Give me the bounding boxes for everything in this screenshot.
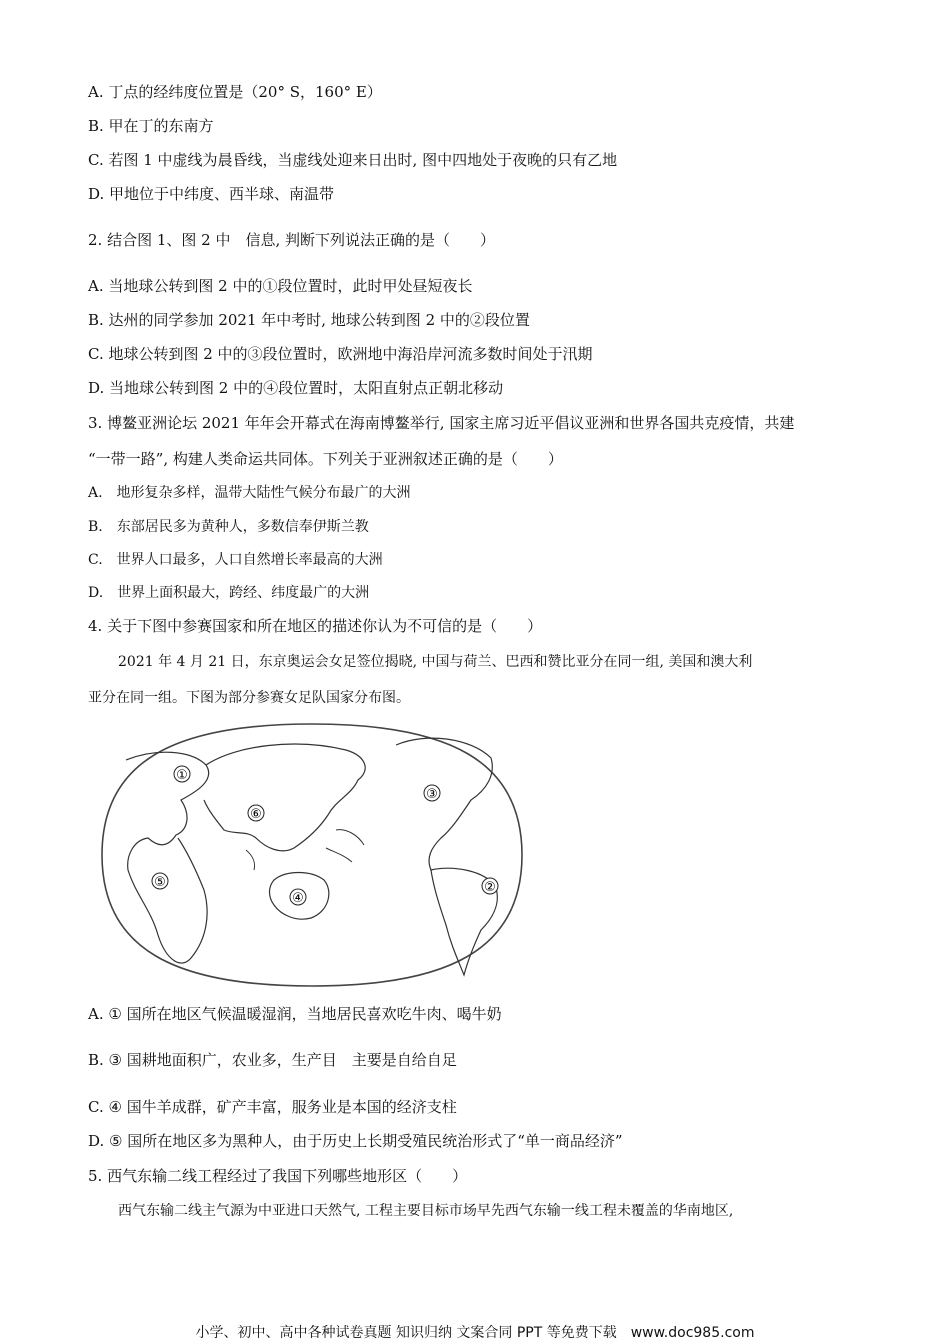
q3-stem-line2: “一带一路”, 构建人类命运共同体。下列关于亚洲叙述正确的是（ ） xyxy=(88,450,563,468)
q1-option-d: D. 甲地位于中纬度、西半球、南温带 xyxy=(88,185,335,203)
north-america-outline xyxy=(396,738,492,870)
q4-option-a: A. ① 国所在地区气候温暖湿润，当地居民喜欢吃牛肉、喝牛奶 xyxy=(88,1005,502,1023)
europe-africa-outline xyxy=(126,752,209,963)
q4-option-d: D. ⑤ 国所在地区多为黑种人，由于历史上长期受殖民统治形式了“单一商品经济” xyxy=(88,1132,623,1150)
q3-option-b: B. 东部居民多为黄种人，多数信奉伊斯兰教 xyxy=(88,519,369,535)
marker-5-label: ⑤ xyxy=(154,875,166,890)
world-map xyxy=(96,720,528,990)
q4-material-line2: 亚分在同一组。下图为部分参赛女足队国家分布图。 xyxy=(88,690,410,706)
q1-option-a: A. 丁点的经纬度位置是（20° S，160° E） xyxy=(88,83,382,101)
q5-stem: 5. 西气东输二线工程经过了我国下列哪些地形区（ ） xyxy=(88,1167,468,1185)
q2-option-a: A. 当地球公转到图 2 中的①段位置时，此时甲处昼短夜长 xyxy=(88,277,473,295)
marker-4 xyxy=(290,889,306,906)
marker-2 xyxy=(482,878,498,895)
q4-option-b: B. ③ 国耕地面积广，农业多，生产目 主要是自给自足 xyxy=(88,1051,457,1069)
q2-option-b: B. 达州的同学参加 2021 年中考时, 地球公转到图 2 中的②段位置 xyxy=(88,311,530,329)
asia-outline xyxy=(204,744,365,851)
q1-option-c: C. 若图 1 中虚线为晨昏线，当虚线处迎来日出时, 图中四地处于夜晚的只有乙地 xyxy=(88,151,618,169)
q4-option-c: C. ④ 国牛羊成群，矿产丰富，服务业是本国的经济支柱 xyxy=(88,1098,457,1116)
marker-1 xyxy=(174,766,190,783)
marker-3 xyxy=(424,785,440,802)
marker-2-label: ② xyxy=(484,880,496,895)
marker-6 xyxy=(248,805,264,822)
q3-stem-line1: 3. 博鳌亚洲论坛 2021 年年会开幕式在海南博鳌举行, 国家主席习近平倡议亚洲和世界各国共克疫情，共建 xyxy=(88,414,795,432)
q3-option-a: A. 地形复杂多样，温带大陆性气候分布最广的大洲 xyxy=(88,485,411,501)
q4-stem: 4. 关于下图中参赛国家和所在地区的描述你认为不可信的是（ ） xyxy=(88,617,543,635)
footer-ad-text: 小学、初中、高中各种试卷真题 知识归纳 文案合同 PPT 等免费下载 www.doc985.com xyxy=(195,1325,755,1341)
marker-5 xyxy=(152,873,168,890)
q2-option-c: C. 地球公转到图 2 中的③段位置时，欧洲地中海沿岸河流多数时间处于汛期 xyxy=(88,345,593,363)
map-frame xyxy=(102,724,522,986)
marker-6-label: ⑥ xyxy=(250,807,262,822)
q1-option-b: B. 甲在丁的东南方 xyxy=(88,117,214,135)
q2-option-d: D. 当地球公转到图 2 中的④段位置时，太阳直射点正朝北移动 xyxy=(88,379,504,397)
islands-outline xyxy=(246,830,364,870)
q3-option-c: C. 世界人口最多，人口自然增长率最高的大洲 xyxy=(88,552,383,568)
marker-4-label: ④ xyxy=(292,891,304,906)
q2-stem: 2. 结合图 1、图 2 中 信息, 判断下列说法正确的是（ ） xyxy=(88,231,496,249)
q3-option-d: D. 世界上面积最大，跨经、纬度最广的大洲 xyxy=(88,585,370,601)
marker-3-label: ③ xyxy=(426,787,438,802)
marker-1-label: ① xyxy=(176,768,188,783)
q5-material-line1: 西气东输二线主气源为中亚进口天然气, 工程主要目标市场早先西气东输一线工程未覆盖的华南地区, xyxy=(118,1203,734,1219)
q4-material-line1: 2021 年 4 月 21 日，东京奥运会女足签位揭晓, 中国与荷兰、巴西和赞比亚分在同一组, 美国和澳大利 xyxy=(118,654,753,670)
